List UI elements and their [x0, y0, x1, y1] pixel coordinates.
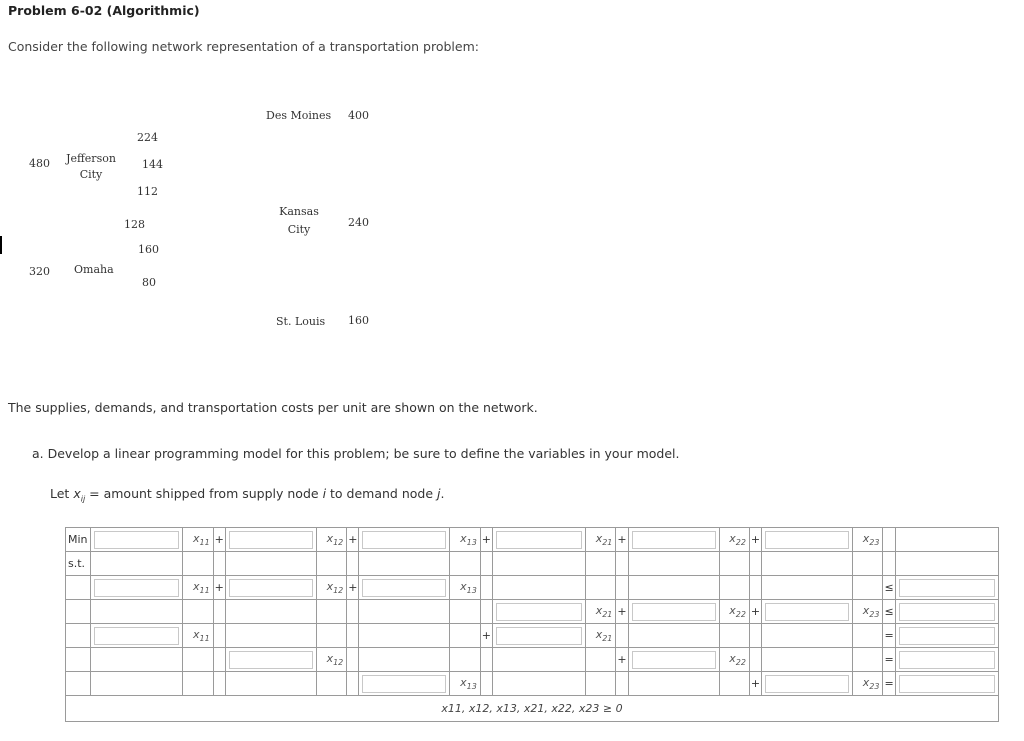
var-j: j [437, 486, 441, 501]
var-x23: $x_{23}$ [853, 528, 883, 552]
c4-coef-x12-input[interactable] [229, 651, 313, 669]
problem-title: Problem 6-02 (Algorithmic) [8, 3, 200, 18]
description-text: The supplies, demands, and transportation costs per unit are shown on the network. [8, 400, 538, 415]
c1-coef-x13-input[interactable] [362, 579, 446, 597]
cost-jc-kc: 144 [142, 158, 163, 171]
c2-coef-x21-input[interactable] [496, 603, 582, 621]
plus-sign: + [213, 576, 225, 600]
c3-coef-x11-input[interactable] [94, 627, 179, 645]
supply-omaha: 320 [29, 265, 50, 278]
var-x13: $x_{13}$ [450, 672, 480, 696]
c5-coef-x23-input[interactable] [765, 675, 849, 693]
plus-sign: + [749, 528, 761, 552]
supply-jefferson: 480 [29, 157, 50, 170]
let-prefix: Let [50, 486, 74, 501]
constraint-row-2 [66, 600, 999, 624]
obj-coef-x12-input[interactable] [229, 531, 313, 549]
let-middle: = amount shipped from supply node [85, 486, 323, 501]
demand-des-moines: 400 [348, 109, 369, 122]
c1-coef-x11-input[interactable] [94, 579, 179, 597]
c3-coef-x21-input[interactable] [496, 627, 582, 645]
plus-sign: + [480, 528, 492, 552]
intro-text: Consider the following network representation of a transportation problem: [8, 39, 479, 54]
plus-sign: + [616, 600, 628, 624]
min-label: Min [66, 528, 91, 552]
var-x13: $x_{13}$ [450, 576, 480, 600]
part-a-text: a. Develop a linear programming model for this problem; be sure to define the variables in your model. [32, 446, 680, 461]
c5-rhs-input[interactable] [899, 675, 995, 693]
var-x: x [73, 486, 81, 501]
var-x12: $x_{12}$ [316, 648, 346, 672]
constraint-row-3 [66, 624, 999, 648]
obj-coef-x23-input[interactable] [765, 531, 849, 549]
node-label-line2: City [79, 168, 103, 181]
cost-om-sl: 80 [142, 276, 156, 289]
var-i: i [322, 486, 327, 501]
variable-definition [50, 486, 444, 504]
eq-sign: = [883, 648, 895, 672]
var-sub: ij [80, 494, 86, 504]
c3-rhs-input[interactable] [899, 627, 995, 645]
lp-model-table [65, 527, 999, 722]
let-end: . [440, 486, 445, 501]
cost-om-kc: 160 [138, 243, 159, 256]
st-row [66, 552, 999, 576]
objective-row [66, 528, 999, 552]
var-x22: $x_{22}$ [719, 648, 749, 672]
var-x11: $x_{11}$ [183, 528, 213, 552]
c5-coef-x13-input[interactable] [362, 675, 446, 693]
node-des-moines: Des Moines [266, 109, 332, 122]
var-x11: $x_{11}$ [183, 576, 213, 600]
constraint-row-5 [66, 672, 999, 696]
obj-coef-x11-input[interactable] [94, 531, 179, 549]
plus-sign: + [616, 648, 628, 672]
var-x11: $x_{11}$ [183, 624, 213, 648]
margin-marker [0, 236, 2, 254]
var-x12: $x_{12}$ [316, 528, 346, 552]
c2-rhs-input[interactable] [899, 603, 995, 621]
node-jefferson-city [62, 152, 120, 181]
c1-rhs-input[interactable] [899, 579, 995, 597]
var-x21: $x_{21}$ [586, 624, 616, 648]
constraint-row-1 [66, 576, 999, 600]
node-label-line1: Jefferson [66, 152, 116, 165]
cost-jc-sl: 112 [137, 185, 158, 198]
var-x12: $x_{12}$ [316, 576, 346, 600]
obj-coef-x21-input[interactable] [496, 531, 582, 549]
c4-rhs-input[interactable] [899, 651, 995, 669]
nonnegativity-row [66, 696, 999, 722]
c4-coef-x22-input[interactable] [632, 651, 716, 669]
leq-sign: ≤ [883, 600, 895, 624]
obj-coef-x22-input[interactable] [632, 531, 716, 549]
node-omaha: Omaha [74, 263, 114, 276]
var-x22: $x_{22}$ [719, 528, 749, 552]
node-st-louis: St. Louis [276, 315, 326, 328]
var-x23: $x_{23}$ [853, 672, 883, 696]
var-x21: $x_{21}$ [586, 600, 616, 624]
plus-sign: + [480, 624, 492, 648]
eq-sign: = [883, 624, 895, 648]
c2-coef-x22-input[interactable] [632, 603, 716, 621]
var-x23: $x_{23}$ [853, 600, 883, 624]
node-label-line1: Kansas [279, 205, 319, 218]
plus-sign: + [347, 528, 359, 552]
var-x21: $x_{21}$ [586, 528, 616, 552]
plus-sign: + [616, 528, 628, 552]
obj-coef-x13-input[interactable] [362, 531, 446, 549]
constraint-row-4 [66, 648, 999, 672]
cost-om-dm: 128 [124, 218, 145, 231]
plus-sign: + [749, 672, 761, 696]
var-x13: $x_{13}$ [450, 528, 480, 552]
plus-sign: + [347, 576, 359, 600]
st-label: s.t. [66, 552, 91, 576]
node-kansas-city [272, 205, 326, 236]
var-x22: $x_{22}$ [719, 600, 749, 624]
nonnegativity-constraint: x11, x12, x13, x21, x22, x23 ≥ 0 [66, 696, 999, 722]
leq-sign: ≤ [883, 576, 895, 600]
demand-st-louis: 160 [348, 314, 369, 327]
let-middle2: to demand node [326, 486, 438, 501]
demand-kansas-city: 240 [348, 216, 369, 229]
plus-sign: + [749, 600, 761, 624]
c2-coef-x23-input[interactable] [765, 603, 849, 621]
node-label-line2: City [287, 223, 311, 236]
plus-sign: + [213, 528, 225, 552]
c1-coef-x12-input[interactable] [229, 579, 313, 597]
cost-jc-dm: 224 [137, 131, 158, 144]
eq-sign: = [883, 672, 895, 696]
